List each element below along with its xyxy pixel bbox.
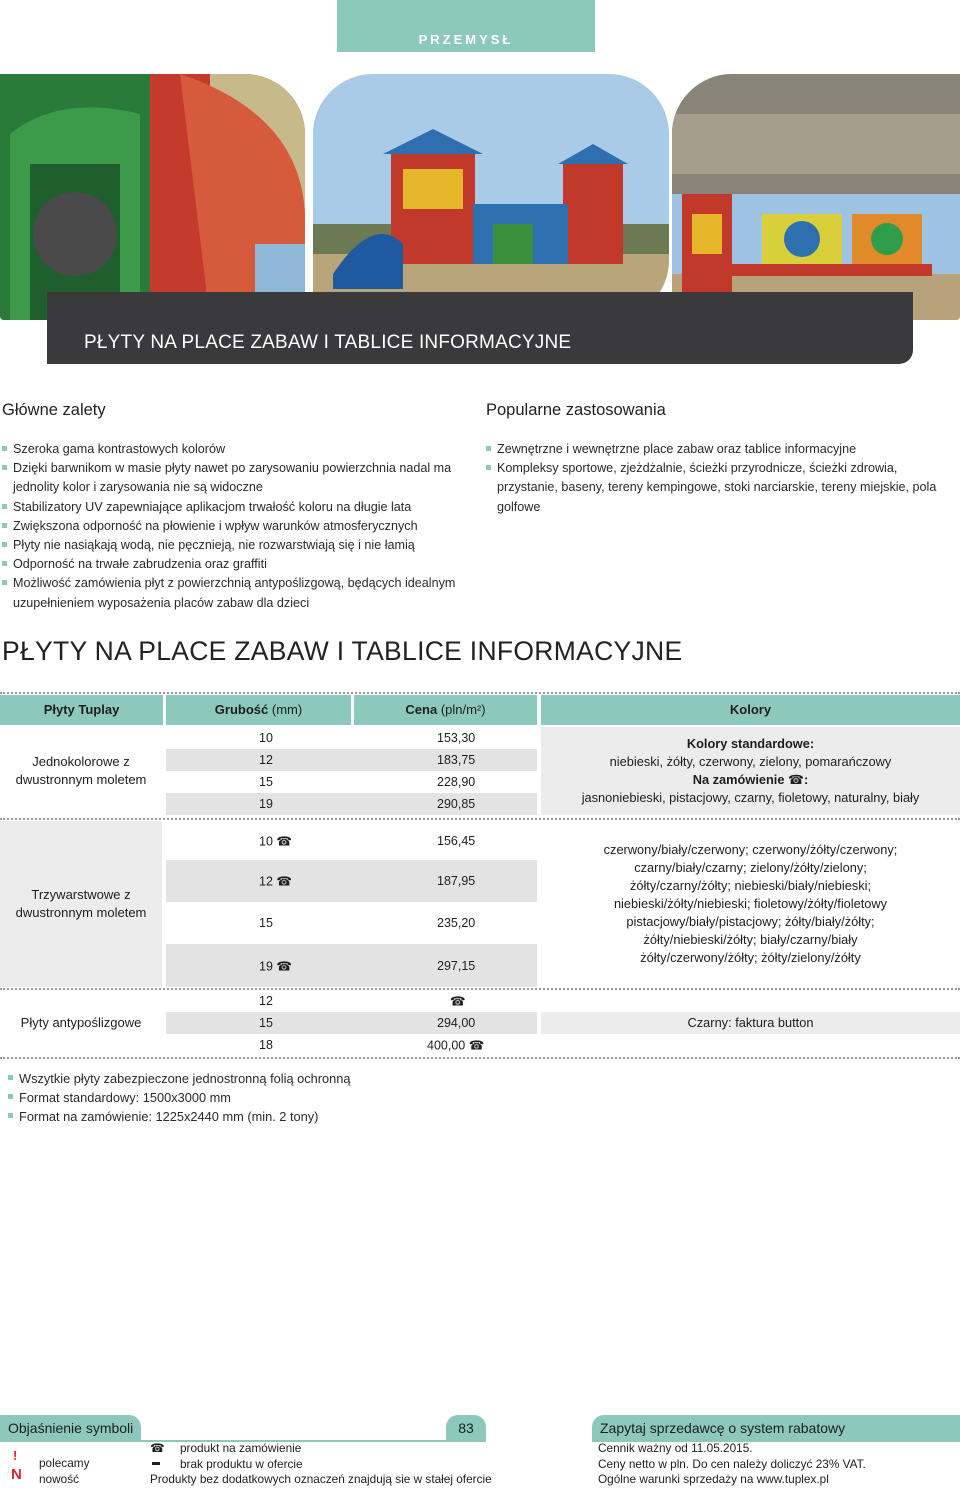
colors-three-layer: czerwony/biały/czerwony; czerwony/żółty/czerwony; czarny/biały/czarny; zielony/żółty/zielony; żółty/czarny/żółty; niebieski/biały/niebieski; niebieski/żółty/niebieski; fioletowy/żółty/fioletowy pistacjowy/biały/pistacjowy; żółty/biały/żółty; żółty/niebieski/żółty; biały/czarny/biały żółty/czerwony/żółty; żółty/zielony/żółty bbox=[603, 842, 898, 965]
list-item: Format na zamówienie: 1225x2440 mm (min. 2 tony) bbox=[8, 1107, 350, 1126]
new-icon: N bbox=[11, 1466, 22, 1483]
list-item: Dzięki barwnikom w masie płyty nawet po zarysowaniu powierzchnia nadal ma jednolity kolor i zarysowania nie są widoczne bbox=[2, 459, 472, 497]
legend-new: nowość bbox=[39, 1472, 79, 1486]
phone-icon: ☎ bbox=[276, 959, 292, 973]
table-row: 15 294,00 bbox=[166, 1012, 537, 1034]
table-header bbox=[0, 695, 960, 725]
advantages-list bbox=[2, 440, 472, 613]
group-label-three-layer: Trzywarstwowe z dwustronnym moletem bbox=[0, 821, 162, 987]
notes-list bbox=[8, 1069, 350, 1126]
list-item: Zwiększona odporność na płowienie i wpływ warunków atmosferycznych bbox=[2, 517, 472, 536]
title-band bbox=[47, 292, 913, 364]
table-row: 19 ☎ 297,15 bbox=[166, 944, 537, 987]
table-top-divider bbox=[0, 692, 960, 694]
group-label-anti-slip: Płyty antypoślizgowe bbox=[0, 990, 162, 1056]
phone-icon: ☎ bbox=[276, 874, 292, 889]
list-item: Zewnętrzne i wewnętrzne place zabaw oraz tablice informacyjne bbox=[486, 440, 951, 459]
header-colors: Kolory bbox=[541, 695, 960, 725]
table-title: PŁYTY NA PLACE ZABAW I TABLICE INFORMACYJNE bbox=[2, 636, 683, 666]
list-item: Szeroka gama kontrastowych kolorów bbox=[2, 440, 472, 459]
table-row: 15 228,90 bbox=[259, 775, 476, 789]
table-bottom-divider bbox=[0, 1057, 960, 1059]
list-item: Wszytkie płyty zabezpieczone jednostronną folią ochronną bbox=[8, 1069, 350, 1088]
legend-recommended: polecamy bbox=[39, 1456, 90, 1470]
header-thickness: Grubość (mm) bbox=[166, 695, 351, 725]
table-row: 19 290,85 bbox=[166, 793, 537, 815]
list-item: Kompleksy sportowe, zjeżdżalnie, ścieżki przyrodnicze, ścieżki zdrowia, przystanie, baseny, tereny kempingowe, stoki narciarskie, tereny miejskie, pola golfowe bbox=[486, 459, 951, 517]
price-list-validity: Cennik ważny od 11.05.2015. bbox=[598, 1441, 753, 1455]
table-row: 18 400,00 ☎ bbox=[259, 1038, 485, 1053]
phone-icon: ☎ bbox=[276, 834, 292, 848]
list-item: Odporność na trwałe zabrudzenia oraz graffiti bbox=[2, 555, 472, 574]
terms-note: Ogólne warunki sprzedaży na www.tuplex.pl bbox=[598, 1472, 829, 1486]
legend-title: Objaśnienie symboli bbox=[0, 1415, 141, 1441]
table-row: 12 ☎ 187,95 bbox=[166, 860, 537, 902]
playground-tower-photo bbox=[313, 74, 669, 320]
legend-not-available: brak produktu w ofercie bbox=[180, 1457, 303, 1471]
page-number: 83 bbox=[446, 1415, 486, 1441]
rebate-title: Zapytaj sprzedawcę o system rabatowy bbox=[592, 1415, 960, 1441]
phone-icon: ☎ bbox=[788, 772, 804, 787]
applications-heading: Popularne zastosowania bbox=[486, 401, 666, 419]
header-price: Cena (pln/m²) bbox=[354, 695, 537, 725]
legend-standard-note: Produkty bez dodatkowych oznaczeń znajdują sie w stałej ofercie bbox=[150, 1472, 492, 1486]
list-item: Możliwość zamówienia płyt z powierzchnią antypoślizgową, będących idealnym uzupełnieniem wyposażenia placów zabaw dla dzieci bbox=[2, 574, 472, 612]
list-item: Stabilizatory UV zapewniające aplikacjom trwałość koloru na długie lata bbox=[2, 498, 472, 517]
group-label-single-color: Jednokolorowe z dwustronnym moletem bbox=[0, 727, 162, 815]
section-tag: PRZEMYSŁ bbox=[337, 0, 595, 52]
table-divider bbox=[0, 818, 960, 820]
band-title: PŁYTY NA PLACE ZABAW I TABLICE INFORMACYJNE bbox=[84, 332, 572, 353]
recommended-icon: ! bbox=[13, 1448, 18, 1463]
playground-panels-photo bbox=[672, 74, 960, 320]
table-row: 12 ☎ bbox=[259, 994, 466, 1009]
table-row: 12 183,75 bbox=[166, 749, 537, 771]
playground-slide-photo bbox=[0, 74, 305, 320]
colors-anti-slip: Czarny: faktura button bbox=[541, 990, 960, 1056]
table-row: 10 ☎ 156,45 bbox=[259, 833, 476, 848]
advantages-heading: Główne zalety bbox=[2, 401, 106, 419]
header-product: Płyty Tuplay bbox=[0, 695, 163, 725]
table-row: 15 235,20 bbox=[259, 916, 476, 930]
applications-list bbox=[486, 440, 951, 517]
colors-single: Kolory standardowe: niebieski, żółty, czerwony, zielony, pomarańczowy Na zamówienie ☎: jasnoniebieski, pistacjowy, czarny, fioletowy, naturalny, biały bbox=[541, 727, 960, 815]
list-item: Format standardowy: 1500x3000 mm bbox=[8, 1088, 350, 1107]
list-item: Płyty nie nasiąkają wodą, nie pęcznieją, nie rozwarstwiają się i nie łamią bbox=[2, 536, 472, 555]
net-price-note: Ceny netto w pln. Do cen należy doliczyć 23% VAT. bbox=[598, 1457, 866, 1471]
dash-icon bbox=[152, 1462, 160, 1465]
legend-on-order: produkt na zamówienie bbox=[180, 1441, 302, 1455]
phone-icon: ☎ bbox=[150, 1441, 165, 1455]
table-row: 10 153,30 bbox=[259, 731, 476, 745]
